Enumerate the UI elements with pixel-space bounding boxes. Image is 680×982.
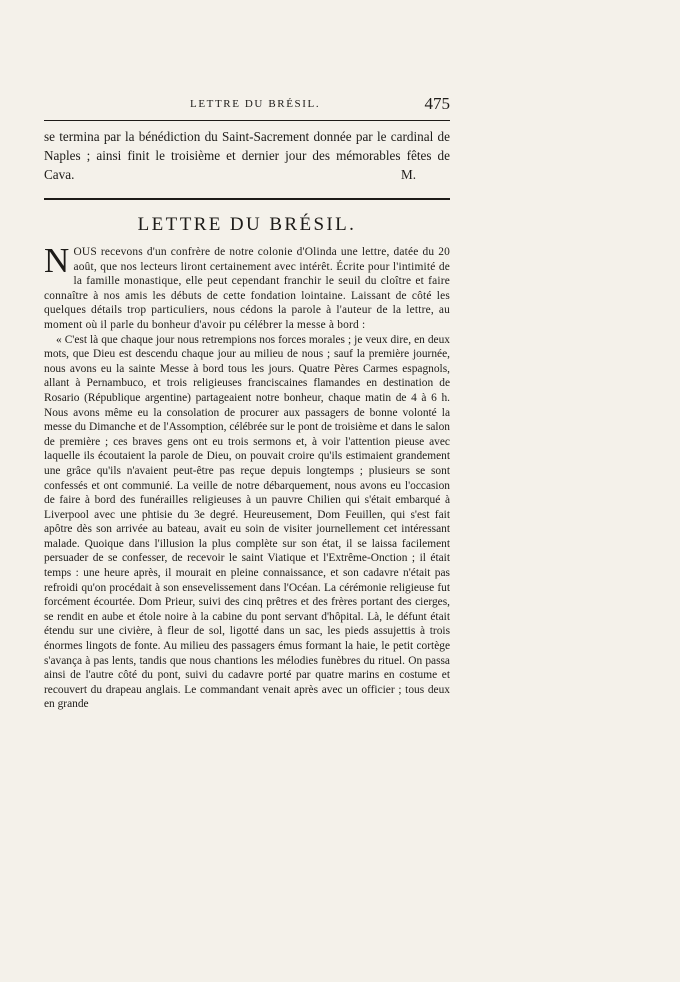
article-title: LETTRE DU BRÉSIL. <box>137 214 357 235</box>
drop-cap: N <box>44 241 70 280</box>
letter-paragraph: « C'est là que chaque jour nous retrempions nos forces morales ; je veux dire, en deux mots, que Dieu est descendu chaque jour au milieu de nous ; sauf la première journée, nous avons eu la sainte Messe à bord tous les jours. Quatre Pères Carmes espagnols, allant à Pernambuco, et trois religieuses franciscaines flamandes en destination de Rosario (République argentine) partageaient notre bonheur, chaque matin de 4 à 6 h. Nous avons même eu la consolation de procurer aux passagers de bonne volonté la messe du Dimanche et de l'Assomption, célébrée sur le pont de troisième et dans le salon de première ; ces braves gens ont eu trois sermons et, à voir l'attention pieuse avec laquelle ils écoutaient la parole de Dieu, on pouvait croire qu'ils estimaient grandement une grâce qu'ils n'avaient peut-être pas reçue depuis longtemps ; plusieurs se sont confessés et ont communié. La veille de notre débarquement, nous avons eu l'occasion de faire à bord des funérailles religieuses à un pauvre Chilien qui s'était embarqué à Liverpool avec une phtisie du 3e degré. Heureusement, Dom Feuillen, qui s'est fait apôtre dès son arrivée au bateau, avait eu soin de visiter journellement cet intéressant malade. Quoique dans l'illusion la plus complète sur son état, il se laissa facilement persuader de se confesser, de recevoir le saint Viatique et l'Extrême-Onction ; il était temps : une heure après, il mourait en pleine connaissance, et son cadavre n'était pas refroidi qu'on procédait à son ensevelissement dans l'Océan. La cérémonie religieuse fut forcément écourtée. Dom Prieur, suivi des cinq prêtres et des frères portant des cierges, se rendit en aube et étole noire à la cabine du pont servant d'hôpital. Là, le défunt était étendu sur une civière, à fleur de sol, ligotté dans un sac, les pieds assujettis à trois énormes lingots de fonte. Au milieu des passagers émus formant la haie, le petit cortège s'avança à pas lents, tandis que nous chantions les mélodies funèbres du rituel. On passa ainsi de l'autre côté du pont, suivi du cadavre porté par quatre marins en costume et recouvert du drapeau anglais. Le commandant venait après avec un officier ; tous deux en grande <box>44 333 450 711</box>
previous-article-signature: M. <box>400 167 416 182</box>
running-head <box>44 96 450 114</box>
header-rule <box>44 120 450 121</box>
intro-text: OUS recevons d'un confrère de notre colonie d'Olinda une lettre, datée du 20 août, que nos lecteurs liront certainement avec intérêt. Écrite pour l'intimité de la famille monastique, elle peut cependant franchir le seuil du cloître et faire connaître à nos amis les débuts de cette fondation lointaine. Laissant de côté les quelques détails trop particuliers, nous cédons la parole à l'auteur de la lettre, au moment où il parle du bonheur d'avoir pu célébrer la messe à bord : <box>44 246 450 331</box>
previous-article-ending <box>44 127 450 184</box>
running-title: LETTRE DU BRÉSIL. <box>190 98 321 110</box>
page-number: 475 <box>424 94 450 113</box>
intro-paragraph <box>44 241 450 333</box>
previous-article-text: se termina par la bénédiction du Saint-Sacrement donnée par le cardinal de Naples ; ainsi finit le troisième et dernier jour des mémorables fêtes de Cava. <box>44 129 450 182</box>
article-body <box>44 241 450 712</box>
section-divider <box>44 198 450 200</box>
